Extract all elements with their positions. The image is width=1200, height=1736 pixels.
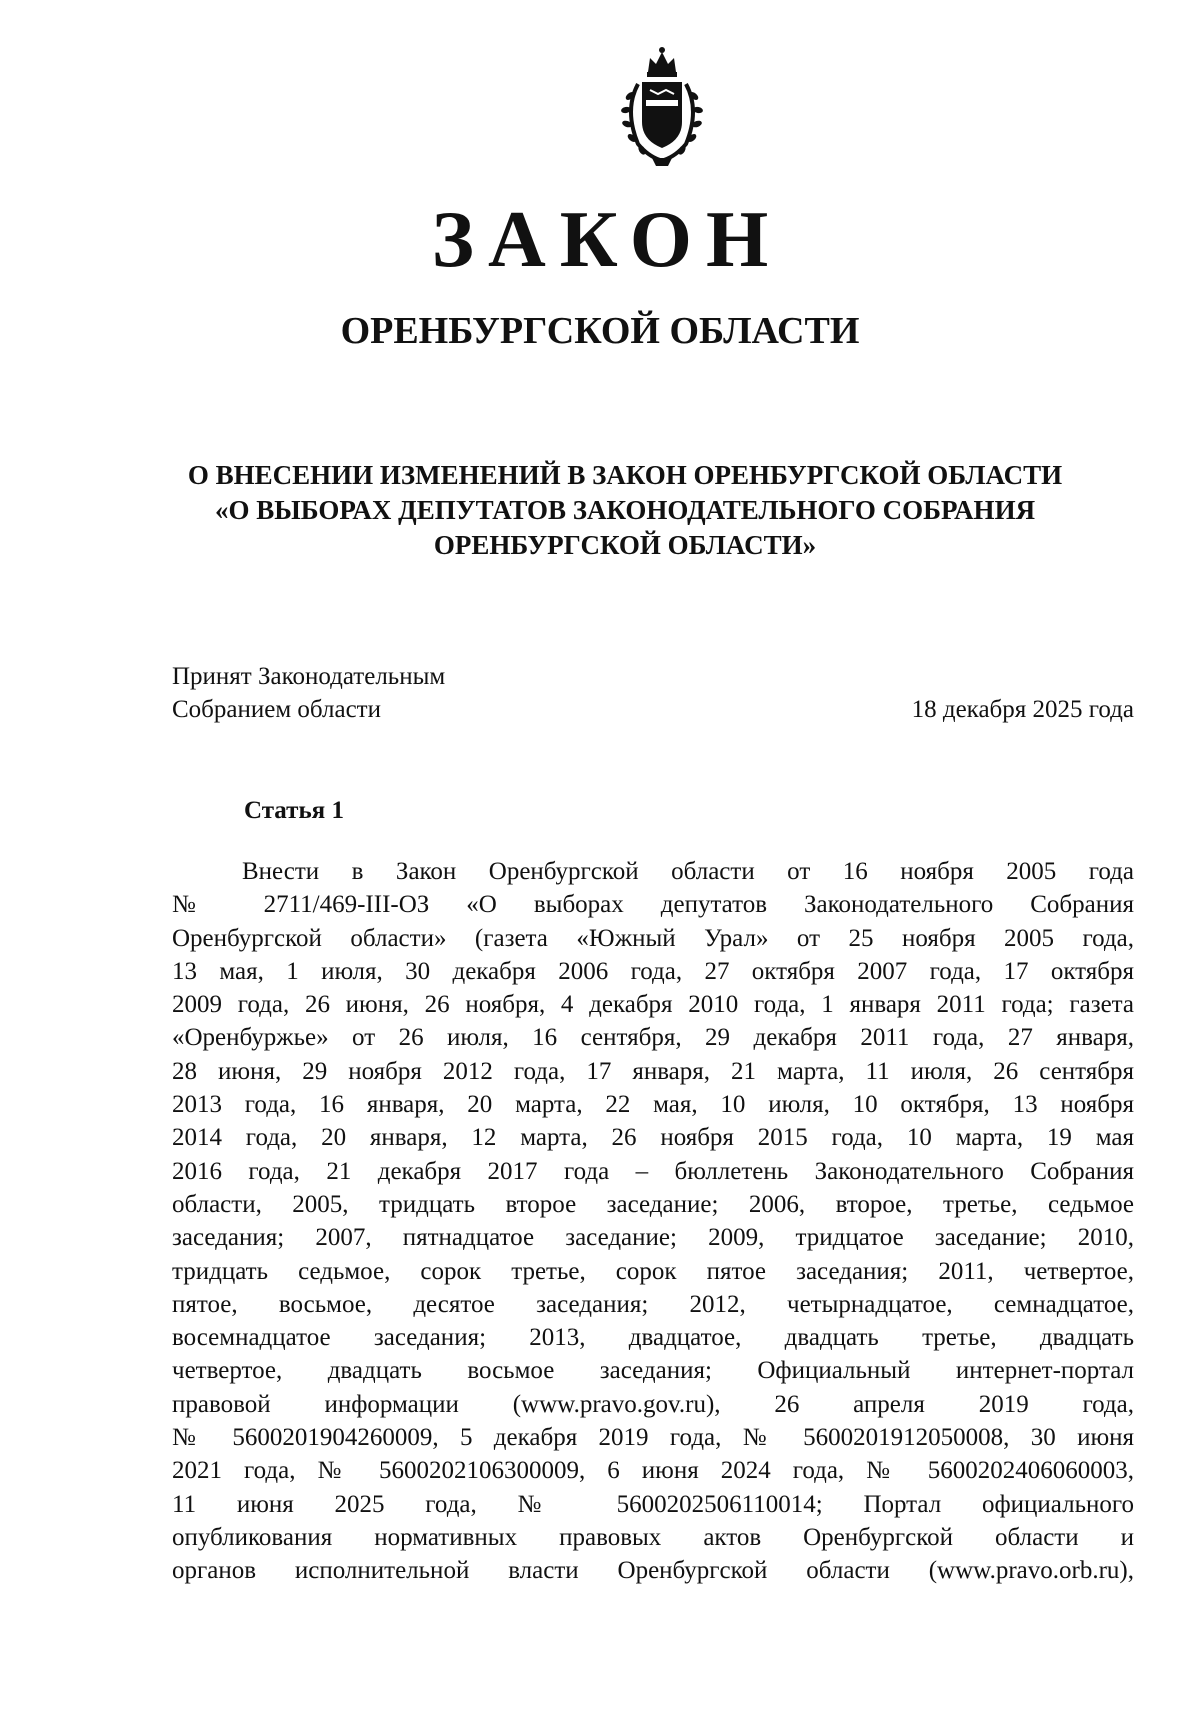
adoption-date: 18 декабря 2025 года: [911, 696, 1134, 723]
adoption-statement: [172, 660, 445, 726]
article-line: 2021 года, № 5600202106300009, 6 июня 2024 года, № 5600202406060003,: [172, 1457, 1134, 1485]
article-line: опубликования нормативных правовых актов Оренбургской области и: [172, 1523, 1134, 1551]
article-line: правовой информации (www.pravo.gov.ru), 26 апреля 2019 года,: [172, 1390, 1134, 1418]
law-title-line: «О ВЫБОРАХ ДЕПУТАТОВ ЗАКОНОДАТЕЛЬНОГО СОБРАНИЯ: [214, 495, 1036, 525]
article-line: «Оренбуржье» от 26 июля, 16 сентября, 29 декабря 2011 года, 27 января,: [172, 1024, 1134, 1052]
article-line: 28 июня, 29 ноября 2012 года, 17 января, 21 марта, 11 июля, 26 сентября: [172, 1057, 1134, 1085]
article-line: 2009 года, 26 июня, 26 ноября, 4 декабря 2010 года, 1 января 2011 года; газета: [172, 991, 1134, 1019]
coat-of-arms-icon: [612, 44, 712, 168]
article-line: Внести в Закон Оренбургской области от 16 ноября 2005 года: [242, 858, 1134, 885]
article-line: четвертое, двадцать восьмое заседания; Официальный интернет-портал: [172, 1357, 1134, 1385]
law-title: [150, 458, 1100, 563]
article-line: пятое, восьмое, десятое заседания; 2012, четырнадцатое, семнадцатое,: [172, 1290, 1134, 1318]
article-line: 2013 года, 16 января, 20 марта, 22 мая, 10 июля, 10 октября, 13 ноября: [172, 1091, 1134, 1119]
document-subtitle: ОРЕНБУРГСКОЙ ОБЛАСТИ: [340, 310, 860, 352]
article-line: 11 июня 2025 года, № 5600202506110014; Портал официального: [172, 1490, 1134, 1518]
law-title-line: ОРЕНБУРГСКОЙ ОБЛАСТИ»: [433, 530, 817, 560]
article-line: заседания; 2007, пятнадцатое заседание; 2009, тридцатое заседание; 2010,: [172, 1224, 1134, 1252]
article-line: № 2711/469-III-ОЗ «О выборах депутатов Законодательного Собрания: [172, 891, 1134, 919]
article-line: тридцать седьмое, сорок третье, сорок пятое заседания; 2011, четвертое,: [172, 1257, 1134, 1285]
adoption-line-1: Принят Законодательным: [172, 663, 446, 690]
document-title: ЗАКОН: [431, 196, 783, 284]
adoption-line-2: Собранием области: [172, 696, 381, 723]
article-line: области, 2005, тридцать второе заседание; 2006, второе, третье, седьмое: [172, 1190, 1134, 1218]
article-line: восемнадцатое заседания; 2013, двадцатое, двадцать третье, двадцать: [172, 1324, 1134, 1352]
article-body: [172, 855, 1134, 1588]
article-line: органов исполнительной власти Оренбургской области (www.pravo.orb.ru),: [172, 1557, 1134, 1585]
article-line: № 5600201904260009, 5 декабря 2019 года, № 5600201912050008, 30 июня: [172, 1424, 1134, 1452]
article-line: 13 мая, 1 июля, 30 декабря 2006 года, 27 октября 2007 года, 17 октября: [172, 957, 1134, 985]
article-line: 2016 года, 21 декабря 2017 года – бюллетень Законодательного Собрания: [172, 1157, 1134, 1185]
article-heading: Статья 1: [244, 797, 344, 824]
article-line: Оренбургской области» (газета «Южный Урал» от 25 ноября 2005 года,: [172, 924, 1134, 952]
article-line: 2014 года, 20 января, 12 марта, 26 ноября 2015 года, 10 марта, 19 мая: [172, 1124, 1134, 1152]
law-title-line: О ВНЕСЕНИИ ИЗМЕНЕНИЙ В ЗАКОН ОРЕНБУРГСКОЙ ОБЛАСТИ: [187, 460, 1063, 490]
